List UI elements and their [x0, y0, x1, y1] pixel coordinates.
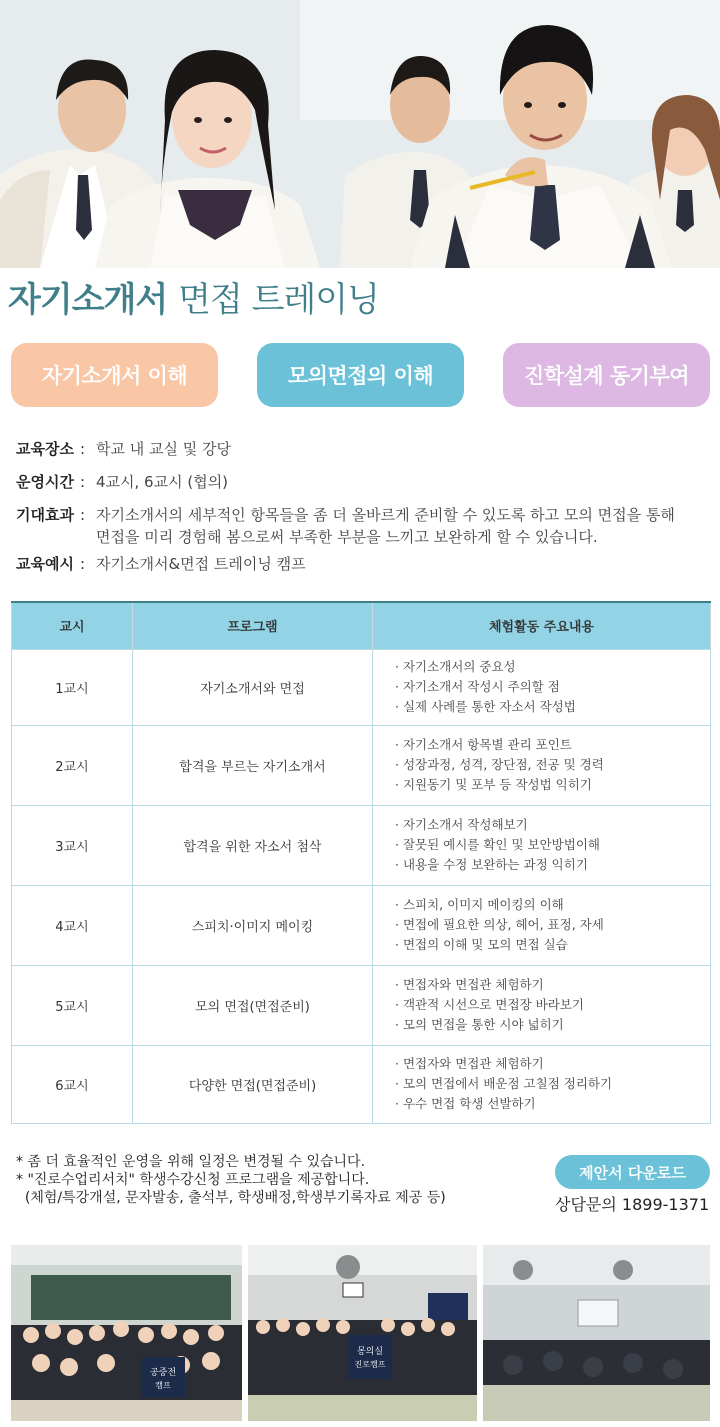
- info-value-line: 자기소개서의 세부적인 항목들을 좀 더 올바르게 준비할 수 있도록 하고 모의 면접을 통해: [96, 506, 675, 524]
- detail-line: · 자기소개서 항목별 관리 포인트: [395, 737, 572, 752]
- detail-line: · 모의 면접에서 배운점 고칠점 정리하기: [395, 1076, 613, 1091]
- row-details: [373, 885, 711, 965]
- hero-photo: [0, 0, 720, 268]
- row-period: 1교시: [12, 649, 133, 725]
- row-details: [373, 805, 711, 885]
- row-details: [373, 649, 711, 725]
- table-row: [12, 885, 711, 965]
- banner-text: 몽의실: [356, 1347, 384, 1357]
- detail-line: · 스피치, 이미지 메이킹의 이해: [395, 897, 564, 912]
- detail-line: · 실제 사례를 통한 자소서 작성법: [395, 699, 576, 714]
- row-period: 4교시: [12, 885, 133, 965]
- row-period: 5교시: [12, 965, 133, 1045]
- row-program: 자기소개서와 면접: [133, 649, 373, 725]
- table-row: [12, 725, 711, 805]
- program-table: [11, 601, 711, 1124]
- info-value: 자기소개서&면접 트레이닝 캠프: [96, 555, 306, 573]
- detail-line: · 성장과정, 성격, 장단점, 전공 및 경력: [395, 757, 604, 772]
- info-value: 4교시, 6교시 (협의): [96, 473, 229, 491]
- info-colon: :: [80, 473, 86, 491]
- header-program: 프로그램: [133, 602, 373, 649]
- table-row: [12, 649, 711, 725]
- row-details: [373, 725, 711, 805]
- row-period: 6교시: [12, 1045, 133, 1123]
- info-colon: :: [80, 440, 86, 458]
- row-program: 스피치·이미지 메이킹: [133, 885, 373, 965]
- info-value: [96, 504, 696, 548]
- note-line: * "진로수업리서치" 학생수강신청 프로그램을 제공합니다.: [16, 1172, 370, 1188]
- row-program: 합격을 부르는 자기소개서: [133, 725, 373, 805]
- table-row: [12, 1045, 711, 1123]
- detail-line: · 면접에 필요한 의상, 헤어, 표정, 자세: [395, 917, 604, 932]
- info-label: 기대효과: [16, 506, 74, 524]
- detail-line: · 자기소개서 작성시 주의할 점: [395, 679, 560, 694]
- detail-line: · 내용을 수정 보완하는 과정 익히기: [395, 857, 588, 872]
- info-label: 교육장소: [16, 440, 74, 458]
- row-program: 모의 면접(면접준비): [133, 965, 373, 1045]
- classroom-photo-1: [11, 1245, 242, 1421]
- banner-text: 진로캠프: [354, 1360, 386, 1369]
- detail-line: · 자기소개서의 중요성: [395, 659, 516, 674]
- title-strong: 자기소개서: [8, 280, 168, 320]
- banner-text: 캠프: [155, 1381, 171, 1390]
- banner-text: 공중전: [149, 1368, 177, 1378]
- pill-self-intro: 자기소개서 이해: [11, 343, 218, 407]
- info-value-line: 면접을 미리 경험해 봄으로써 부족한 부분을 느끼고 보완하게 할 수 있습니다.: [96, 528, 598, 546]
- header-details: 체험활동 주요내용: [373, 602, 711, 649]
- table-row: [12, 965, 711, 1045]
- detail-line: · 잘못된 예시를 확인 및 보안방법이해: [395, 837, 600, 852]
- detail-line: · 객관적 시선으로 면접장 바라보기: [395, 997, 584, 1012]
- detail-line: · 면접의 이해 및 모의 면접 실습: [395, 937, 568, 952]
- info-label: 운영시간: [16, 473, 74, 491]
- download-proposal-button[interactable]: 제안서 다운로드: [555, 1155, 710, 1189]
- title-light: 면접 트레이닝: [178, 280, 379, 320]
- detail-line: · 지원동기 및 포부 등 작성법 익히기: [395, 777, 592, 792]
- detail-line: · 자기소개서 작성해보기: [395, 817, 528, 832]
- students-illustration: [0, 0, 720, 268]
- table-header-row: [12, 602, 711, 649]
- contact-phone: 상담문의 1899-1371: [555, 1195, 710, 1214]
- note-line: * 좀 더 효율적인 운영을 위해 일정은 변경될 수 있습니다.: [16, 1154, 366, 1170]
- header-period: 교시: [12, 602, 133, 649]
- info-colon: :: [80, 506, 86, 524]
- table-row: [12, 805, 711, 885]
- row-details: [373, 965, 711, 1045]
- page-title: [8, 280, 379, 320]
- info-colon: :: [80, 555, 86, 573]
- info-value: 학교 내 교실 및 강당: [96, 440, 231, 458]
- detail-line: · 우수 면접 학생 선발하기: [395, 1096, 536, 1111]
- note-line: (체험/특강개설, 문자발송, 출석부, 학생배정,학생부기록자료 제공 등): [16, 1190, 446, 1206]
- detail-line: · 모의 면접을 통한 시야 넓히기: [395, 1017, 564, 1032]
- row-program: 다양한 면접(면접준비): [133, 1045, 373, 1123]
- row-program: 합격을 위한 자소서 첨삭: [133, 805, 373, 885]
- info-label: 교육예시: [16, 555, 74, 573]
- notes: [16, 1153, 446, 1207]
- row-period: 2교시: [12, 725, 133, 805]
- row-details: [373, 1045, 711, 1123]
- row-period: 3교시: [12, 805, 133, 885]
- pill-career-motivation: 진학설계 동기부여: [503, 343, 710, 407]
- classroom-photo-2: [248, 1245, 477, 1421]
- detail-line: · 면접자와 면접관 체험하기: [395, 977, 544, 992]
- classroom-photo-3: [483, 1245, 710, 1421]
- detail-line: · 면접자와 면접관 체험하기: [395, 1056, 544, 1071]
- pill-mock-interview: 모의면접의 이해: [257, 343, 464, 407]
